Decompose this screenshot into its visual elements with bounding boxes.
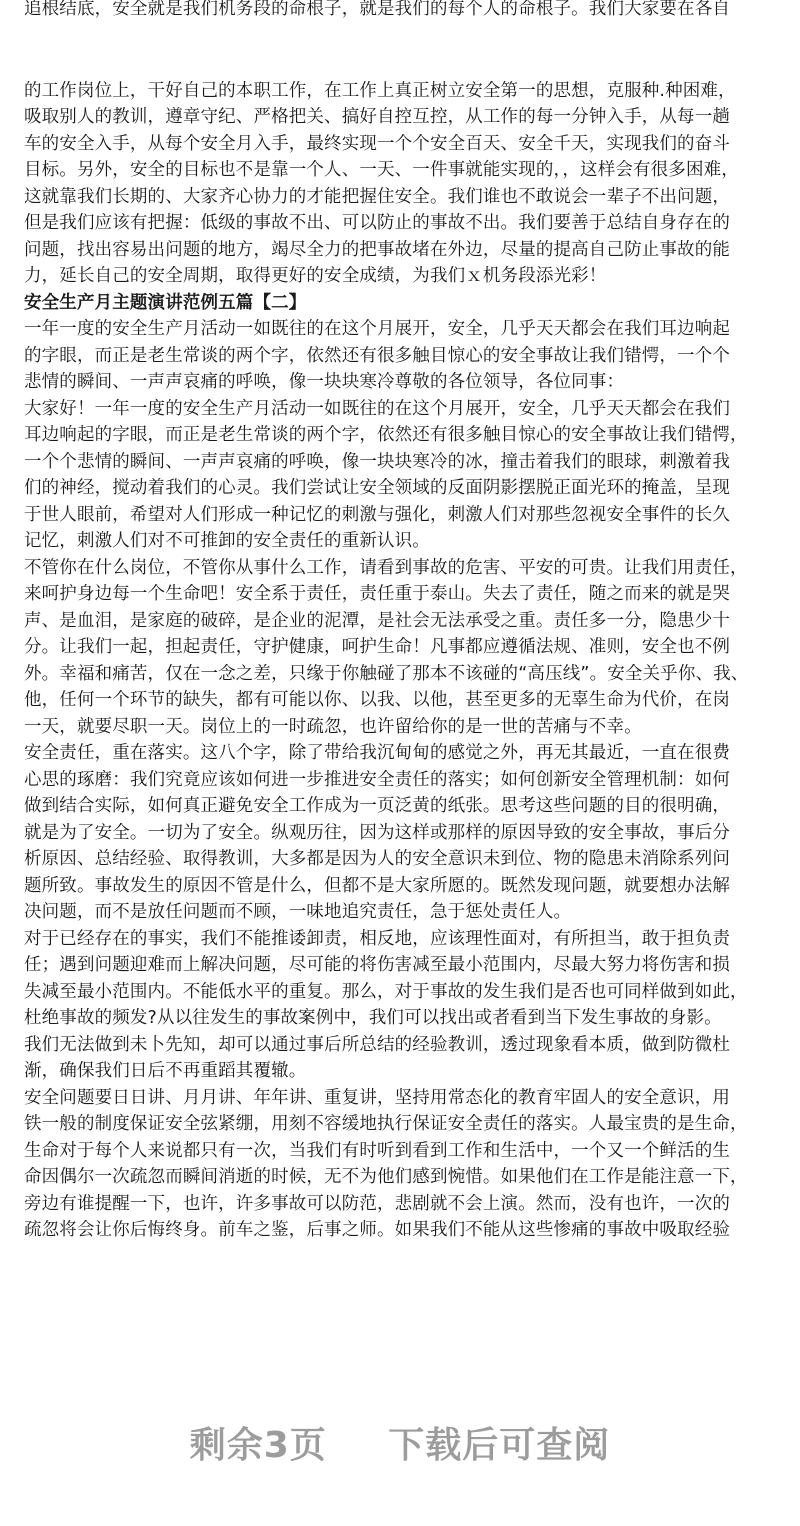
text-line: 们的神经，搅动着我们的心灵。我们尝试让安全领域的反面阴影摆脱正面光环的掩盖，呈现 (24, 478, 730, 498)
text-line: 力，延长自己的安全周期，取得更好的安全成绩，为我们ｘ机务段添光彩！ (24, 266, 607, 286)
paragraph-block-1 (24, 78, 780, 290)
text-line: 杜绝事故的频发?从以往发生的事故案例中，我们可以找出或者看到当下发生事故的身影。 (24, 1008, 722, 1028)
download-hint-text: 下载后可查阅 (388, 1425, 611, 1466)
text-line: 不管你在什么岗位，不管你从事什么工作，请看到事故的危害、平安的可贵。让我们用责任， (24, 557, 748, 578)
text-line: 的字眼，而正是老生常谈的两个字，依然还有很多触目惊心的安全事故让我们错愕，一个个 (24, 345, 730, 366)
text-line: 失减至最小范围内。不能低水平的重复。那么，对于事故的发生我们是否也可同样做到如此， (24, 981, 748, 1002)
text-line: 我们无法做到未卜先知，却可以通过事后所总结的经验教训，透过现象看本质，做到防微杜 (24, 1034, 730, 1055)
remaining-pages-text: 剩余3页 (189, 1425, 327, 1466)
text-line: 目标。另外，安全的目标也不是靠一个人、一天、一件事就能实现的，，这样会有很多困难， (24, 160, 739, 180)
download-banner[interactable] (0, 1417, 800, 1468)
text-line: 追根结底，安全就是我们机务段的命根子，就是我们的每个人的命根子。我们大家要在各自 (24, 0, 730, 19)
paragraph-block-2 (24, 316, 780, 1244)
text-line: 问题，找出容易出问题的地方，竭尽全力的把事故堵在外边，尽量的提高自己防止事故的能 (24, 239, 730, 260)
text-line: 渐，确保我们日后不再重蹈其覆辙。 (24, 1061, 307, 1081)
text-line: 悲情的瞬间、一声声哀痛的呼唤，像一块块寒冷尊敬的各位领导，各位同事： (24, 372, 625, 392)
text-line: 任；遇到问题迎难而上解决问题，尽可能的将伤害减至最小范围内，尽最大努力将伤害和损 (24, 955, 730, 975)
section-heading: 安全生产月主题演讲范例五篇【二】 (24, 292, 307, 313)
text-line: 旁边有谁提醒一下，也许，许多事故可以防范，悲剧就不会上演。然而，没有也许，一次的 (24, 1193, 730, 1214)
lines-before-gap (24, 0, 780, 23)
text-line: 于世人眼前，希望对人们形成一种记忆的刺激与强化，刺激人们对那些忽视安全事件的长久 (24, 504, 730, 525)
page-gap (24, 23, 780, 78)
text-line: 分。让我们一起，担起责任，守护健康，呵护生命！凡事都应遵循法规、准则，安全也不例 (24, 637, 730, 657)
text-line: 铁一般的制度保证安全弦紧绷，用刻不容缓地执行保证安全责任的落实。人最宝贵的是生命， (24, 1114, 748, 1134)
text-line: 安全问题要日日讲、月月讲、年年讲、重复讲，坚持用常态化的教育牢固人的安全意识，用 (24, 1087, 730, 1108)
text-line: 声、是血泪，是家庭的破碎，是企业的泥潭，是社会无法承受之重。责任多一分，隐患少十 (24, 610, 730, 631)
text-line: 记忆，刺激人们对不可推卸的安全责任的重新认识。 (24, 531, 430, 551)
text-line: 外。幸福和痛苦，仅在一念之差，只缘于你触碰了那本不该碰的“高压线”。安全关乎你、我、 (24, 663, 749, 684)
text-line: 大家好！一年一度的安全生产月活动一如既往的在这个月展开，安全，几乎天天都会在我们 (24, 398, 730, 419)
text-line: 生命对于每个人来说都只有一次，当我们有时听到看到工作和生活中，一个又一个鲜活的生 (24, 1140, 730, 1161)
text-line: 疏忽将会让你后悔终身。前车之鉴，后事之师。如果我们不能从这些惨痛的事故中吸取经验 (24, 1220, 730, 1240)
text-line: 心思的琢磨：我们究竟应该如何进一步推进安全责任的落实；如何创新安全管理机制：如何 (24, 769, 730, 790)
text-line: 析原因、总结经验、取得教训，大多都是因为人的安全意识未到位、物的隐患未消除系列问 (24, 849, 730, 869)
text-line: 就是为了安全。一切为了安全。纵观历往，因为这样或那样的原因导致的安全事故，事后分 (24, 822, 730, 843)
text-line: 安全责任，重在落实。这八个字，除了带给我沉甸甸的感觉之外，再无其最近，一直在很费 (24, 743, 730, 763)
text-line: 这就靠我们长期的、大家齐心协力的才能把握住安全。我们谁也不敢说会一辈子不出问题， (24, 186, 730, 207)
text-line: 一年一度的安全生产月活动一如既往的在这个月展开，安全，几乎天天都会在我们耳边响起 (24, 319, 730, 339)
text-line: 吸取别人的教训，遵章守纪、严格把关、搞好自控互控，从工作的每一分钟入手，从每一趟 (24, 107, 730, 127)
document-body (24, 0, 780, 1244)
text-line: 的工作岗位上，干好自己的本职工作，在工作上真正树立安全第一的思想，克服种.种困难， (24, 80, 736, 101)
text-line: 车的安全入手，从每个安全月入手，最终实现一个个安全百天、安全千天，实现我们的奋斗 (24, 133, 730, 154)
text-line: 一个个悲情的瞬间、一声声哀痛的呼唤，像一块块寒冷的冰，撞击着我们的眼球，刺激着我 (24, 451, 730, 472)
text-line: 做到结合实际，如何真正避免安全工作成为一页泛黄的纸张。思考这些问题的目的很明确， (24, 796, 730, 816)
text-line: 一天，就要尽职一天。岗位上的一时疏忽，也许留给你的是一世的苦痛与不幸。 (24, 716, 642, 737)
text-line: 他，任何一个环节的缺失，都有可能以你、以我、以他，甚至更多的无辜生命为代价，在岗 (24, 690, 730, 710)
text-line: 但是我们应该有把握：低级的事故不出、可以防止的事故不出。我们要善于总结自身存在的 (24, 213, 730, 233)
text-line: 耳边响起的字眼，而正是老生常谈的两个字，依然还有很多触目惊心的安全事故让我们错愕， (24, 425, 748, 445)
text-line: 来呵护身边每一个生命吧！安全系于责任，责任重于泰山。失去了责任，随之而来的就是哭 (24, 584, 730, 604)
text-line: 题所致。事故发生的原因不管是什么，但都不是大家所愿的。既然发现问题，就要想办法解 (24, 875, 730, 896)
text-line: 命因偶尔一次疏忽而瞬间消逝的时候，无不为他们感到惋惜。如果他们在工作是能注意一下， (24, 1167, 748, 1187)
text-line: 决问题，而不是放任问题而不顾，一味地追究责任，急于惩处责任人。 (24, 902, 572, 922)
text-line: 对于已经存在的事实，我们不能推诿卸责，相反地，应该理性面对，有所担当，敢于担负责 (24, 928, 730, 949)
